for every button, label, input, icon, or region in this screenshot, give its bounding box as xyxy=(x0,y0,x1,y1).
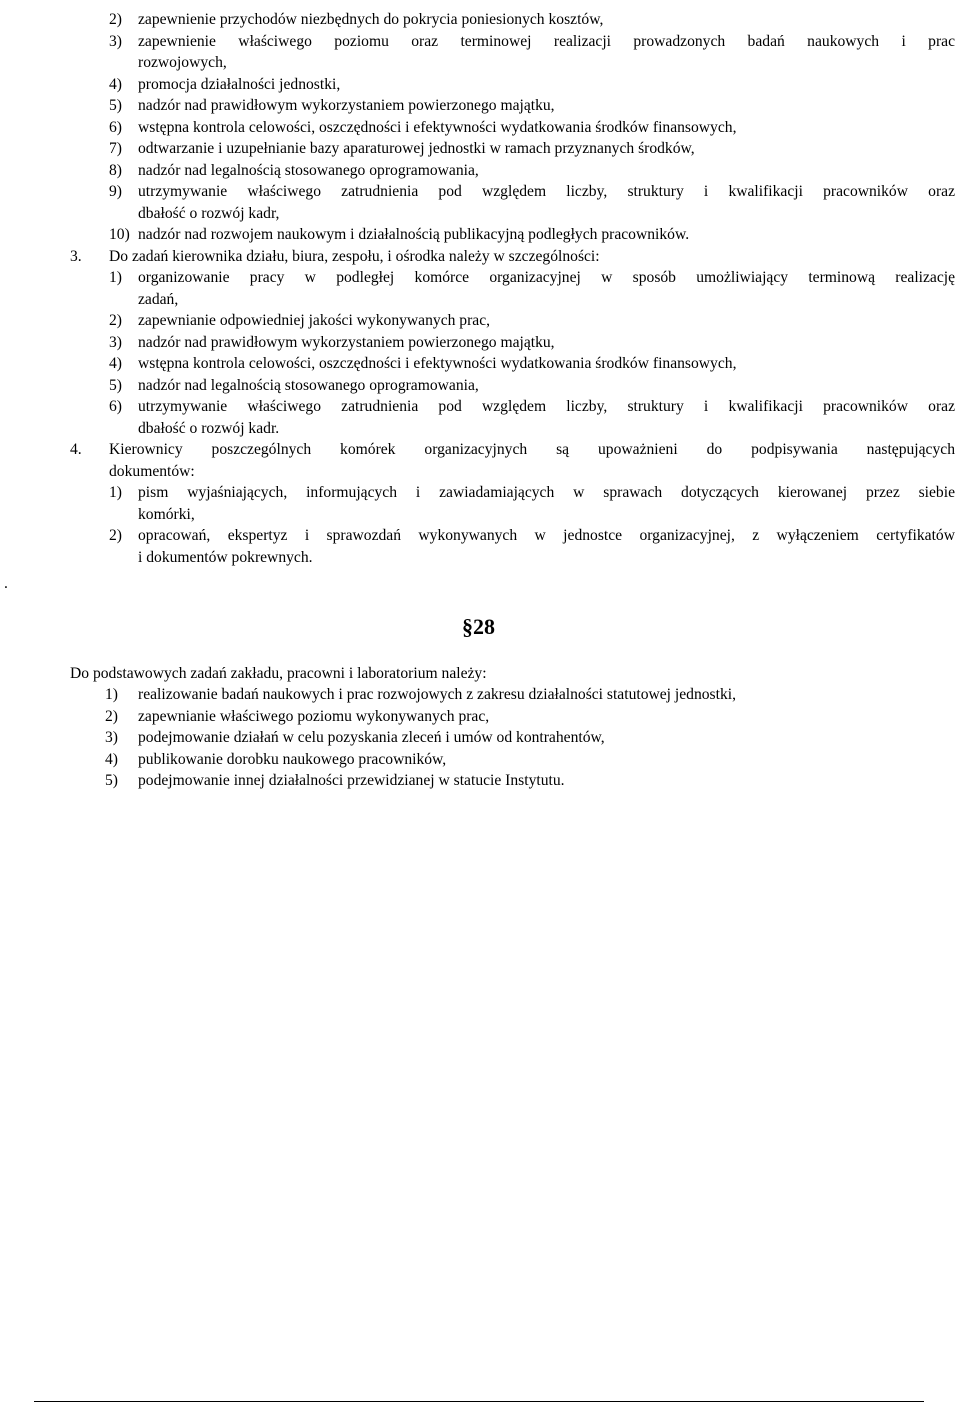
list-item xyxy=(109,525,955,547)
list-number: 5) xyxy=(109,377,122,394)
list-item xyxy=(109,181,955,203)
list-item xyxy=(109,310,949,332)
list-item xyxy=(109,267,955,289)
list-text: odtwarzanie i uzupełnianie bazy aparaturowej jednostki w ramach przyznanych środków, xyxy=(138,140,695,157)
list-text: komórki, xyxy=(138,506,195,523)
list-item xyxy=(109,138,949,160)
list-item-continuation xyxy=(138,547,313,569)
list-number: 6) xyxy=(109,119,122,136)
list-text: opracowań, ekspertyz i sprawozdań wykonywanych w jednostce organizacyjnej, z wyłączeniem certyfikatów xyxy=(138,527,955,544)
list-number: 6) xyxy=(109,398,122,415)
list-number: 4) xyxy=(105,751,118,768)
list-text: utrzymywanie właściwego zatrudnienia pod względem liczby, struktury i kwalifikacji pracowników oraz xyxy=(138,398,955,415)
point-intro: Kierownicy poszczególnych komórek organizacyjnych są upoważnieni do podpisywania następujących xyxy=(109,441,955,458)
list-item-continuation xyxy=(138,52,227,74)
list-item xyxy=(105,684,945,706)
list-item xyxy=(109,95,949,117)
section-heading xyxy=(462,612,495,642)
footer-rule xyxy=(34,1401,924,1402)
list-item xyxy=(109,9,949,31)
list-text: zapewnienie właściwego poziomu oraz terminowej realizacji prowadzonych badań naukowych i prac xyxy=(138,33,955,50)
list-text: promocja działalności jednostki, xyxy=(138,76,341,93)
list-text: dbałość o rozwój kadr. xyxy=(138,420,280,437)
point-intro: Do zadań kierownika działu, biura, zespołu, i ośrodka należy w szczególności: xyxy=(109,248,600,265)
list-text: zapewnianie odpowiedniej jakości wykonywanych prac, xyxy=(138,312,491,329)
point-intro-continuation xyxy=(109,461,195,483)
list-item xyxy=(109,482,955,504)
list-number: 1) xyxy=(109,484,122,501)
list-item xyxy=(109,396,955,418)
list-item xyxy=(109,74,949,96)
list-item xyxy=(105,706,945,728)
list-item xyxy=(109,375,949,397)
list-text: zadań, xyxy=(138,291,179,308)
list-text: nadzór nad rozwojem naukowym i działalnością publikacyjną podległych pracowników. xyxy=(138,226,690,243)
list-number: 1) xyxy=(105,686,118,703)
list-item xyxy=(105,749,945,771)
list-item xyxy=(105,727,945,749)
list-item-continuation xyxy=(138,418,279,440)
list-number: 2) xyxy=(109,312,122,329)
list-text: wstępna kontrola celowości, oszczędności i efektywności wydatkowania środków finansowych, xyxy=(138,355,737,372)
list-text: wstępna kontrola celowości, oszczędności i efektywności wydatkowania środków finansowych, xyxy=(138,119,737,136)
list-text: nadzór nad legalnością stosowanego oprogramowania, xyxy=(138,377,479,394)
list-text: realizowanie badań naukowych i prac rozwojowych z zakresu działalności statutowej jednostki, xyxy=(138,686,736,703)
list-number: 4) xyxy=(109,355,122,372)
list-text: podejmowanie działań w celu pozyskania zleceń i umów od kontrahentów, xyxy=(138,729,605,746)
list-number: 3) xyxy=(109,33,122,50)
list-item-continuation xyxy=(138,504,195,526)
list-item xyxy=(109,31,955,53)
list-text: publikowanie dorobku naukowego pracowników, xyxy=(138,751,447,768)
list-item xyxy=(105,770,945,792)
section-heading-text: §28 xyxy=(462,614,495,639)
section-intro xyxy=(70,663,487,685)
list-number: 2) xyxy=(109,11,122,28)
point-3 xyxy=(70,246,950,268)
list-number: 4) xyxy=(109,76,122,93)
section-intro-text: Do podstawowych zadań zakładu, pracowni i laboratorium należy: xyxy=(70,665,487,682)
list-number: 8) xyxy=(109,162,122,179)
list-number: 3) xyxy=(109,334,122,351)
list-number: 7) xyxy=(109,140,122,157)
list-text: rozwojowych, xyxy=(138,54,227,71)
point-number: 4. xyxy=(70,441,82,458)
list-text: utrzymywanie właściwego zatrudnienia pod względem liczby, struktury i kwalifikacji pracowników oraz xyxy=(138,183,955,200)
point-4 xyxy=(70,439,955,461)
list-number: 5) xyxy=(105,772,118,789)
list-text: nadzór nad prawidłowym wykorzystaniem powierzonego majątku, xyxy=(138,97,555,114)
margin-mark: . xyxy=(4,575,8,592)
list-text: pism wyjaśniających, informujących i zawiadamiających w sprawach dotyczących kierowanej przez siebie xyxy=(138,484,955,501)
list-text: zapewnienie przychodów niezbędnych do pokrycia poniesionych kosztów, xyxy=(138,11,604,28)
list-text: dbałość o rozwój kadr, xyxy=(138,205,280,222)
list-number: 2) xyxy=(105,708,118,725)
point-intro: dokumentów: xyxy=(109,463,195,480)
list-text: zapewnianie właściwego poziomu wykonywanych prac, xyxy=(138,708,490,725)
list-item-continuation xyxy=(138,289,178,311)
list-item xyxy=(109,353,949,375)
list-text: nadzór nad legalnością stosowanego oprogramowania, xyxy=(138,162,479,179)
list-number: 2) xyxy=(109,527,122,544)
list-number: 1) xyxy=(109,269,122,286)
list-text: i dokumentów pokrewnych. xyxy=(138,549,313,566)
list-text: podejmowanie innej działalności przewidzianej w statucie Instytutu. xyxy=(138,772,565,789)
list-number: 5) xyxy=(109,97,122,114)
list-item-continuation xyxy=(138,203,279,225)
list-item xyxy=(109,117,949,139)
list-text: nadzór nad prawidłowym wykorzystaniem powierzonego majątku, xyxy=(138,334,555,351)
list-number: 10) xyxy=(109,226,130,243)
list-number: 9) xyxy=(109,183,122,200)
list-number: 3) xyxy=(105,729,118,746)
point-number: 3. xyxy=(70,248,82,265)
list-item xyxy=(109,160,949,182)
list-text: organizowanie pracy w podległej komórce organizacyjnej w sposób umożliwiający terminową realizację xyxy=(138,269,955,286)
list-item xyxy=(109,332,949,354)
list-item xyxy=(109,224,949,246)
